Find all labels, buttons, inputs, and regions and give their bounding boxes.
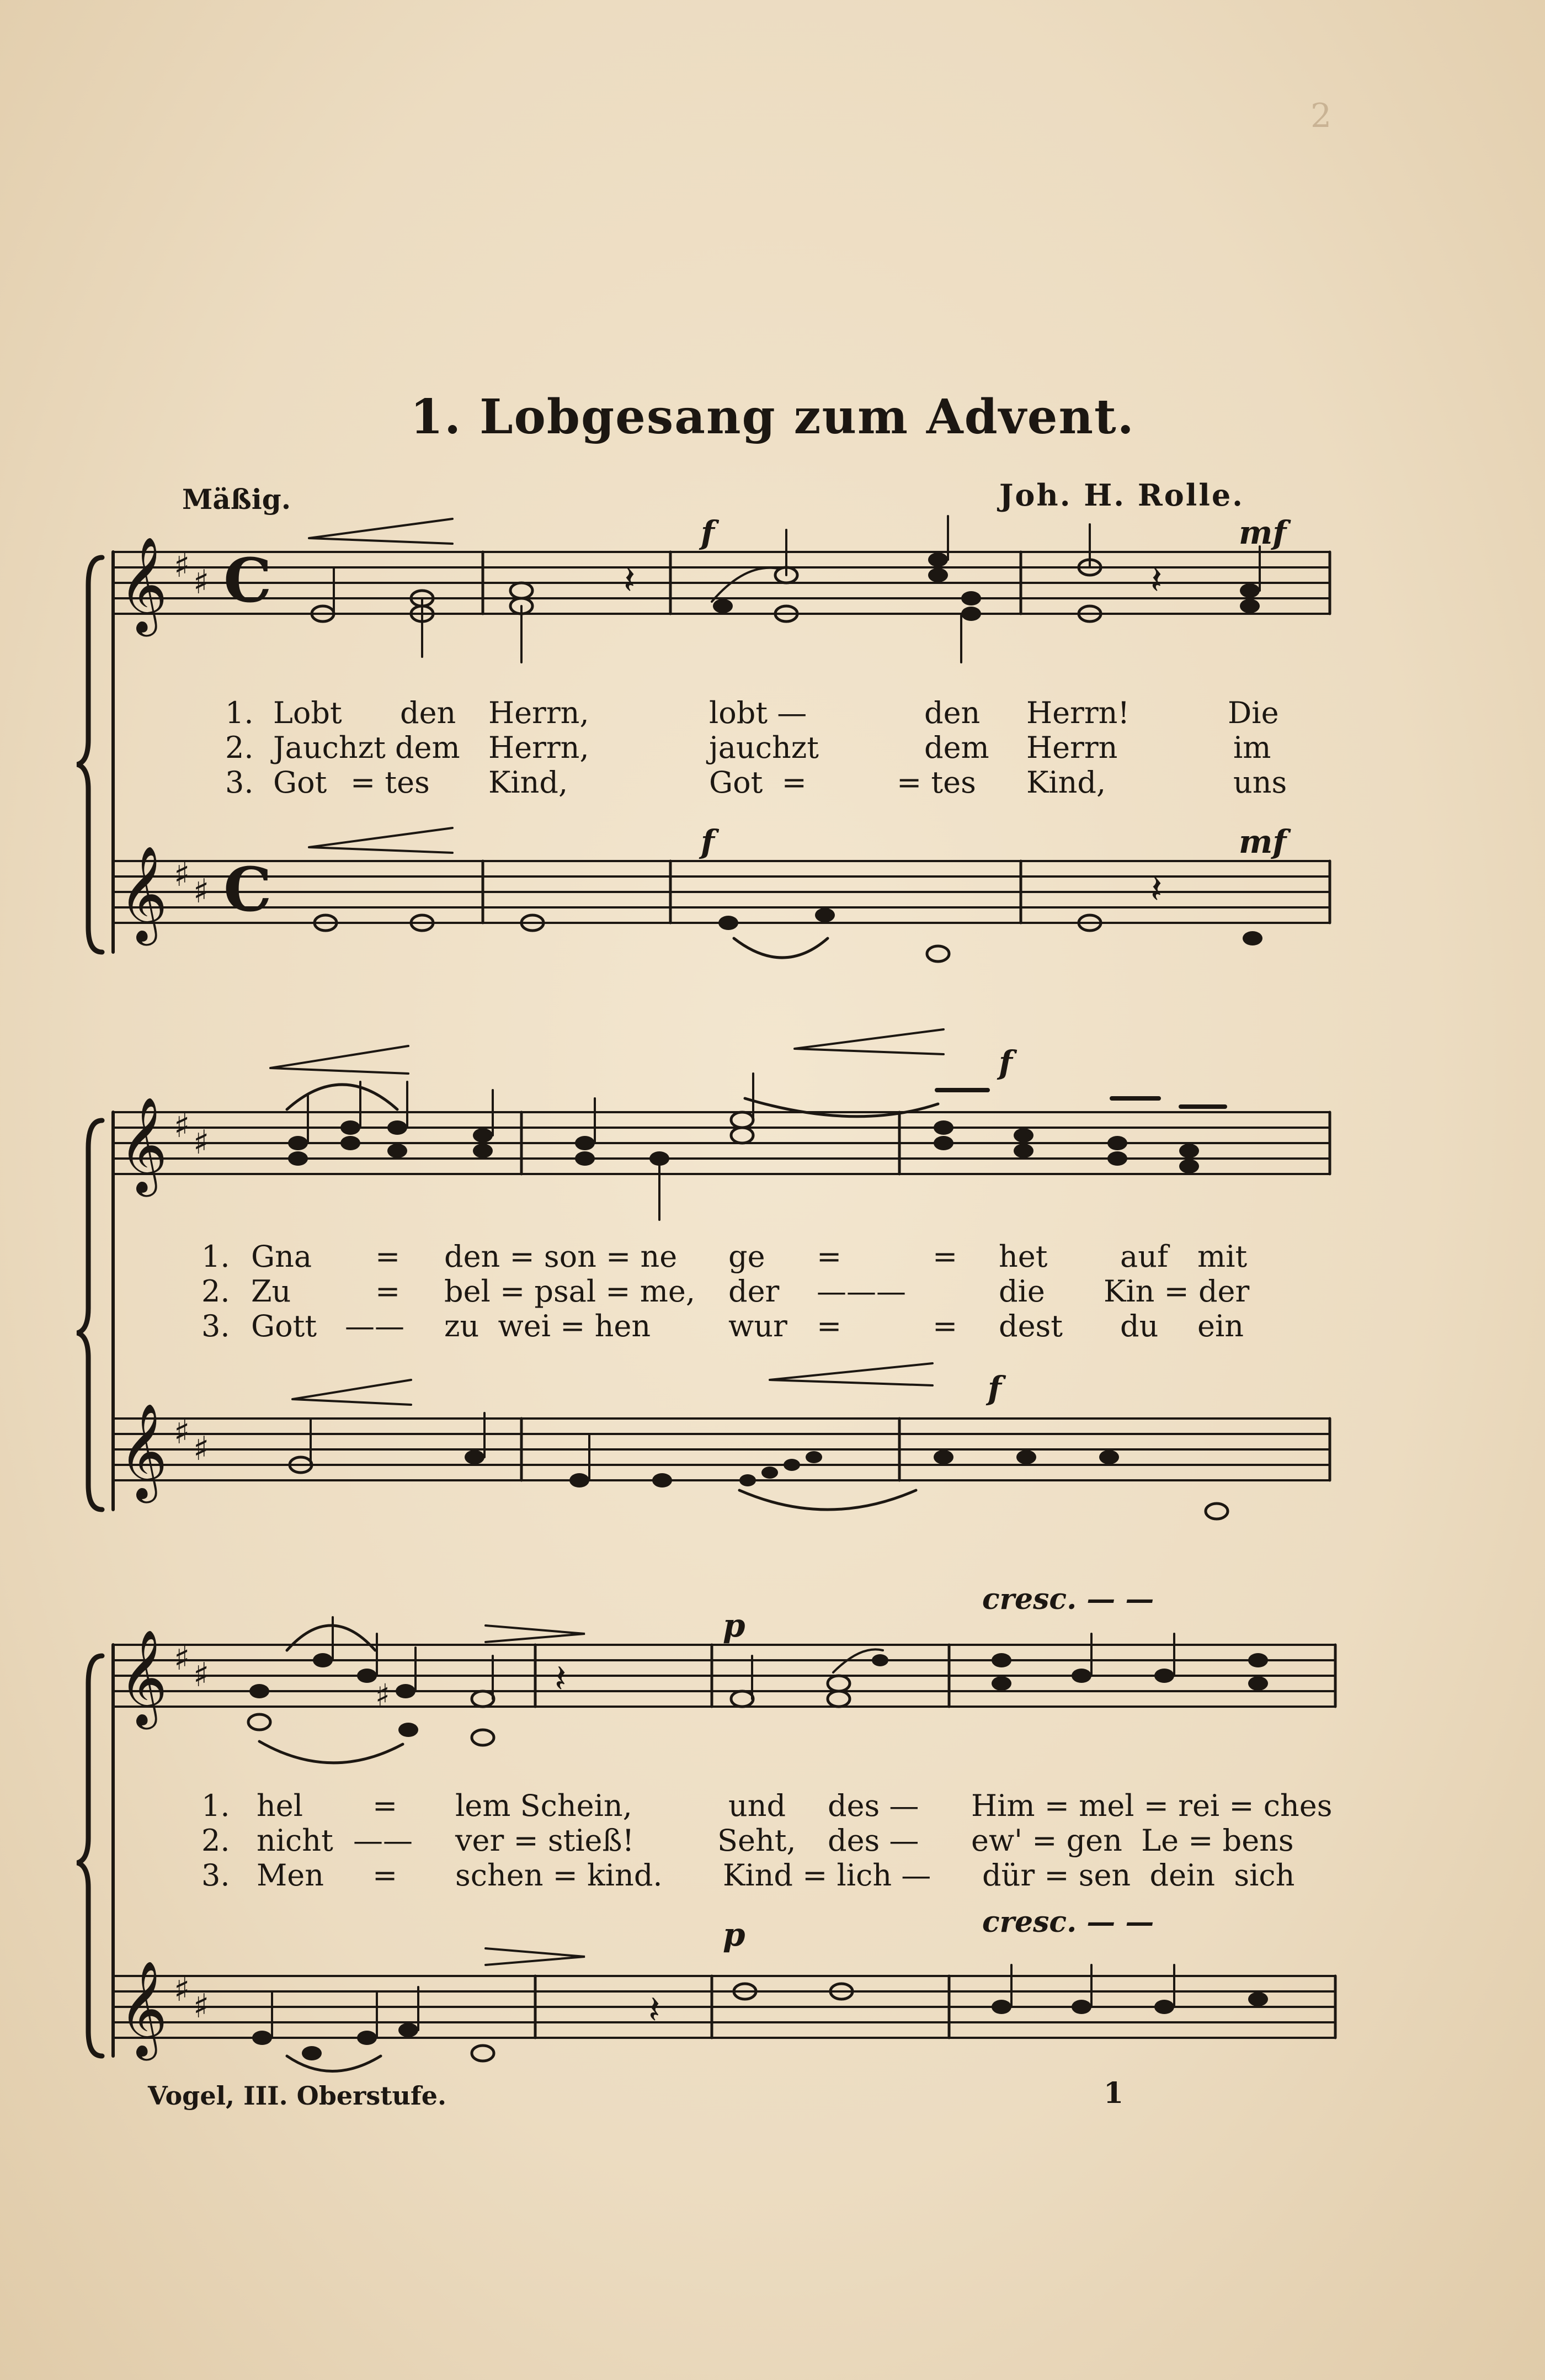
lyric-syllable: = [933,1309,958,1343]
lyric-syllable: Got [273,765,327,800]
verse-number: 2. [201,1274,230,1309]
svg-text:♯: ♯ [174,1107,190,1145]
lyric-syllable: = [933,1239,958,1274]
svg-text:♯: ♯ [375,1677,390,1713]
page-number: 1 [1104,2076,1124,2110]
svg-text:♯: ♯ [174,1970,190,2009]
lyric-syllable: Men [257,1858,324,1893]
lyric-syllable: lem Schein, [455,1788,632,1823]
system-1 [77,516,1330,961]
lyric-syllable: Seht, [717,1823,796,1858]
lyric-syllable: Got = [709,765,807,800]
dynamic-forte-1: f [701,514,715,551]
lyric-syllable: ge [728,1239,765,1274]
dynamic-mf-1: mf [1239,514,1287,551]
lyric-syllable: —— [353,1823,413,1858]
verse-number: 2. [225,730,254,765]
verse-number: 1. [225,695,254,730]
dynamic-cresc-3-lower: cresc. — — [982,1905,1154,1939]
lyric-syllable: = [817,1239,842,1274]
lyric-syllable: uns [1233,765,1287,800]
bleed-through-page-number: 2 [1310,97,1332,135]
lyric-syllable: Jauchzt dem [273,730,460,765]
lyric-syllable: = [375,1239,401,1274]
lyric-syllable: den [924,695,981,730]
lyric-syllable: Herrn, [488,730,589,765]
lyric-syllable: des — [828,1823,919,1858]
lyric-syllable: du [1120,1309,1159,1343]
lyric-syllable: Zu [251,1274,291,1309]
svg-text:𝄽: 𝄽 [624,557,636,603]
lyric-syllable: = [375,1274,401,1309]
lyric-syllable: = tes [897,765,976,800]
lyric-syllable: = [372,1788,398,1823]
lyric-syllable: dür = sen dein sich [982,1858,1295,1893]
lyric-syllable: Kind, [1026,765,1106,800]
verse-number: 2. [201,1823,230,1858]
verse-number: 3. [225,765,254,800]
lyric-syllable: jauchzt [709,730,819,765]
svg-text:♯: ♯ [174,1639,190,1678]
svg-text:♯: ♯ [174,546,190,585]
lyric-syllable: = [817,1309,842,1343]
lyric-syllable: Herrn, [488,695,589,730]
lyric-syllable: mit [1197,1239,1248,1274]
svg-text:𝄞: 𝄞 [119,1097,168,1193]
lyric-syllable: ——— [817,1274,906,1309]
lyric-syllable: den = son = ne [444,1239,678,1274]
svg-text:♯: ♯ [193,563,210,602]
svg-text:C: C [223,545,272,616]
svg-text:♯: ♯ [193,1656,210,1694]
svg-text:♯: ♯ [193,872,210,911]
lyric-syllable: Him = mel = rei = ches [971,1788,1333,1823]
dynamic-piano-3-lower: p [723,1916,745,1953]
verse-number: 1. [201,1788,230,1823]
svg-text:𝄽: 𝄽 [648,1987,660,2032]
verse-number: 3. [201,1309,230,1343]
dynamic-forte-2-lower: f [988,1369,1001,1407]
dynamic-piano-3: p [723,1607,745,1644]
svg-text:𝄞: 𝄞 [119,1403,168,1499]
lyric-syllable: —— [345,1309,404,1343]
lyric-syllable: Die [1228,695,1279,730]
svg-text:𝄞: 𝄞 [119,1629,168,1725]
lyric-syllable: Lobt [273,695,342,730]
lyric-syllable: = [372,1858,398,1893]
lyric-syllable: den [400,695,456,730]
svg-text:𝄽: 𝄽 [1150,867,1163,912]
svg-text:𝄞: 𝄞 [119,536,168,633]
verse-number: 1. [201,1239,230,1274]
lyric-syllable: Kin = der [1104,1274,1250,1309]
lyric-syllable: die [999,1274,1045,1309]
svg-text:♯: ♯ [174,856,190,894]
svg-text:𝄽: 𝄽 [555,1656,567,1701]
lyric-syllable: ein [1197,1309,1244,1343]
svg-text:♯: ♯ [193,1987,210,2026]
lyric-syllable: im [1233,730,1271,765]
lyric-syllable: zu wei = hen [444,1309,651,1343]
lyric-syllable: und [728,1788,786,1823]
svg-text:♯: ♯ [193,1123,210,1162]
lyric-syllable: dem [924,730,989,765]
lyric-syllable: des — [828,1788,919,1823]
lyric-syllable: auf [1120,1239,1168,1274]
lyric-syllable: bel = psal = me, [444,1274,696,1309]
svg-text:𝄞: 𝄞 [119,846,168,942]
dynamic-mf-1-lower: mf [1239,823,1287,860]
dynamic-forte-2: f [999,1044,1013,1081]
lyric-syllable: het [999,1239,1048,1274]
lyric-syllable: Kind, [488,765,568,800]
svg-text:♯: ♯ [193,1430,210,1468]
svg-text:♯: ♯ [174,1413,190,1452]
book-footer: Vogel, III. Oberstufe. [148,2081,447,2111]
lyric-syllable: lobt — [709,695,807,730]
lyric-syllable: Gott [251,1309,317,1343]
lyric-syllable: wur [728,1309,787,1343]
svg-text:𝄽: 𝄽 [1150,557,1163,603]
lyric-syllable: Gna [251,1239,312,1274]
lyric-syllable: Herrn! [1026,695,1130,730]
lyric-syllable: der [728,1274,780,1309]
lyric-syllable: ver = stieß! [455,1823,635,1858]
lyric-syllable: schen = kind. [455,1858,663,1893]
tempo-marking: Mäßig. [182,483,291,516]
lyric-syllable: nicht [257,1823,333,1858]
verse-number: 3. [201,1858,230,1893]
lyric-syllable: = tes [350,765,430,800]
svg-text:C: C [223,854,272,925]
svg-text:𝄞: 𝄞 [119,1961,168,2057]
lyric-syllable: Herrn [1026,730,1118,765]
lyric-syllable: dest [999,1309,1063,1343]
dynamic-cresc-3: cresc. — — [982,1582,1154,1616]
lyric-syllable: hel [257,1788,303,1823]
lyric-syllable: ew' = gen Le = bens [971,1823,1294,1858]
lyric-syllable: Kind = lich — [723,1858,931,1893]
dynamic-forte-1-lower: f [701,823,715,860]
composer-name: Joh. H. Rolle. [999,477,1244,513]
song-title: 1. Lobgesang zum Advent. [410,389,1135,445]
